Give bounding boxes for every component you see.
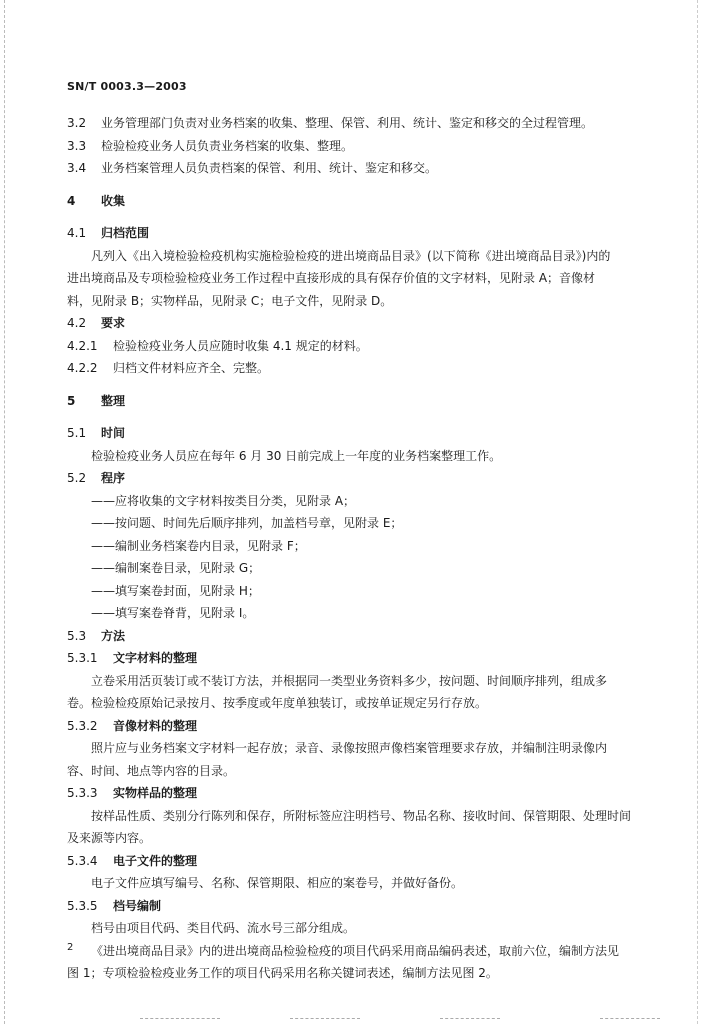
paragraph-line: 卷。检验检疫原始记录按月、按季度或年度单独装订，或按单证规定另行存放。	[67, 696, 488, 710]
procedure-step: ——编制案卷目录，见附录 G；	[91, 561, 261, 575]
procedure-step: ——按问题、时间先后顺序排列，加盖档号章，见附录 E；	[91, 516, 403, 530]
clause-number: 5.3.4	[67, 853, 98, 868]
clause-4-2-1	[67, 335, 637, 358]
procedure-step: ——填写案卷脊背，见附录 I。	[91, 606, 255, 620]
paragraph-line: 立卷采用活页装订或不装订方法，并根据同一类型业务资料多少，按问题、时间顺序排列，组成多	[91, 673, 608, 688]
clause-4-2-heading	[67, 312, 637, 335]
section-5-heading	[67, 390, 637, 413]
clause-5-3-2-heading	[67, 715, 637, 738]
clause-3-4	[67, 157, 637, 180]
scan-artifact-line	[600, 1018, 660, 1020]
clause-title: 实物样品的整理	[113, 786, 198, 800]
clause-number: 5.3.2	[67, 718, 98, 733]
procedure-step: ——填写案卷封面，见附录 H；	[91, 583, 260, 598]
page-number: 2	[67, 942, 74, 953]
clause-number: 3.4	[67, 161, 87, 175]
clause-number: 5.2	[67, 471, 87, 485]
paragraph-line: 《进出境商品目录》内的进出境商品检验检疫的项目代码采用商品编码表述，取前六位，编制方法见	[91, 943, 620, 958]
standard-code-header: SN/T 0003.3—2003	[67, 80, 187, 93]
clause-title: 时间	[101, 426, 126, 440]
paragraph-line: 容、时间、地点等内容的目录。	[67, 763, 236, 778]
section-number: 5	[67, 393, 76, 408]
clause-title: 档号编制	[113, 898, 162, 913]
paragraph-line: 电子文件应填写编号、名称、保管期限、相应的案卷号，并做好备份。	[91, 876, 464, 890]
clause-title: 程序	[101, 471, 126, 485]
clause-text: 检验检疫业务人员负责业务档案的收集、整理。	[101, 138, 354, 153]
paragraph-line: 检验检疫业务人员应在每年 6 月 30 日前完成上一年度的业务档案整理工作。	[91, 448, 502, 463]
paragraph-line: 凡列入《出入境检验检疫机构实施检验检疫的进出境商品目录》(以下简称《进出境商品目录》)内的	[91, 248, 611, 263]
clause-title: 文字材料的整理	[113, 651, 198, 665]
paragraph-line: 进出境商品及专项检验检疫业务工作过程中直接形成的具有保存价值的文字材料，见附录 A；音像材	[67, 271, 596, 285]
clause-text: 业务档案管理人员负责档案的保管、利用、统计、鉴定和移交。	[101, 161, 438, 175]
clause-5-2-heading	[67, 467, 637, 490]
clause-number: 4.1	[67, 226, 87, 240]
procedure-step: ——编制业务档案卷内目录，见附录 F；	[91, 538, 306, 553]
section-4-heading	[67, 190, 637, 213]
clause-number: 5.1	[67, 426, 87, 440]
clause-5-3-1-heading	[67, 647, 637, 670]
document-body	[67, 112, 637, 985]
clause-text: 归档文件材料应齐全、完整。	[113, 361, 270, 375]
clause-title: 方法	[101, 628, 126, 643]
clause-title: 归档范围	[101, 226, 150, 240]
clause-number: 3.2	[67, 116, 87, 130]
clause-number: 5.3.1	[67, 651, 98, 665]
section-title: 整理	[101, 393, 126, 408]
scan-artifact-line	[290, 1018, 360, 1020]
clause-number: 4.2.1	[67, 338, 98, 353]
clause-text: 检验检疫业务人员应随时收集 4.1 规定的材料。	[113, 338, 368, 353]
clause-3-3	[67, 135, 637, 158]
clause-number: 5.3.3	[67, 786, 98, 800]
clause-title: 要求	[101, 316, 126, 330]
clause-5-3-heading	[67, 625, 637, 648]
clause-5-3-3-heading	[67, 782, 637, 805]
clause-text: 业务管理部门负责对业务档案的收集、整理、保管、利用、统计、鉴定和移交的全过程管理。	[101, 116, 594, 130]
clause-number: 5.3	[67, 628, 87, 643]
paragraph-line: 及来源等内容。	[67, 831, 152, 845]
clause-3-2	[67, 112, 637, 135]
scan-artifact-line	[440, 1018, 500, 1020]
paragraph-line: 图 1；专项检验检疫业务工作的项目代码采用名称关键词表述，编制方法见图 2。	[67, 966, 498, 980]
procedure-step: ——应将收集的文字材料按类目分类，见附录 A；	[91, 493, 356, 508]
paragraph-line: 按样品性质、类别分行陈列和保存，所附标签应注明档号、物品名称、接收时间、保管期限、处理时间	[91, 808, 632, 823]
scan-edge-right	[697, 0, 699, 1024]
section-number: 4	[67, 193, 76, 208]
scan-artifact-line	[140, 1018, 220, 1020]
paragraph-line: 档号由项目代码、类目代码、流水号三部分组成。	[91, 921, 356, 935]
clause-4-1-heading	[67, 222, 637, 245]
clause-5-3-5-heading	[67, 895, 637, 918]
clause-title: 电子文件的整理	[113, 853, 198, 868]
clause-5-3-4-heading	[67, 850, 637, 873]
clause-5-1-heading	[67, 422, 637, 445]
paragraph-line: 照片应与业务档案文字材料一起存放；录音、录像按照声像档案管理要求存放，并编制注明录像内	[91, 741, 608, 755]
clause-number: 4.2	[67, 316, 87, 330]
paragraph-line: 料，见附录 B；实物样品，见附录 C；电子文件，见附录 D。	[67, 293, 393, 308]
clause-number: 5.3.5	[67, 898, 98, 913]
clause-4-2-2	[67, 357, 637, 380]
scan-edge-left	[4, 0, 6, 1024]
section-title: 收集	[101, 193, 126, 208]
clause-number: 4.2.2	[67, 361, 98, 375]
clause-title: 音像材料的整理	[113, 718, 198, 733]
clause-number: 3.3	[67, 138, 87, 153]
